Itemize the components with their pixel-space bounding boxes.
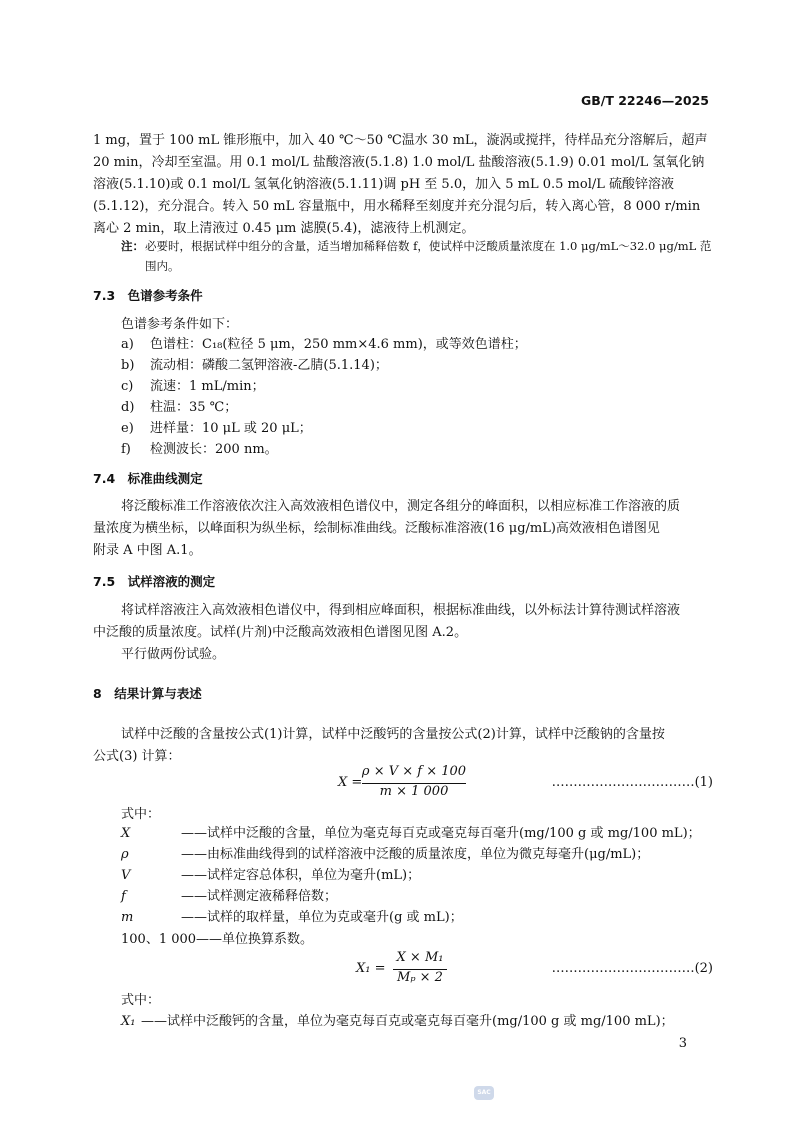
- section-intro: 色谱参考条件如下：: [121, 317, 239, 332]
- formula-1-lhs: X =: [338, 775, 363, 790]
- sac-watermark-logo: SAC: [474, 1086, 494, 1100]
- list-item: 检测波长：200 nm。: [150, 442, 278, 457]
- variable-description: ——试样的取样量，单位为克或毫升(g 或 mL)；: [181, 910, 463, 925]
- paragraph-line: 附录 A 中图 A.1。: [93, 543, 202, 558]
- list-item: 色谱柱：C₁₈(粒径 5 μm，250 mm×4.6 mm)，或等效色谱柱；: [150, 337, 527, 352]
- variable-symbol: X₁: [121, 1014, 136, 1029]
- constant-line: 100、1 000——单位换算系数。: [121, 932, 314, 947]
- variable-symbol: V: [121, 868, 131, 883]
- paragraph-line: 中泛酸的质量浓度。试样(片剂)中泛酸高效液相色谱图见图 A.2。: [93, 625, 468, 640]
- paragraph-line: 量浓度为横坐标，以峰面积为纵坐标，绘制标准曲线。泛酸标准溶液(16 μg/mL)高效液相色谱图见: [93, 521, 660, 536]
- list-marker: d): [121, 400, 135, 415]
- formula-2-lhs: X₁ =: [356, 961, 386, 976]
- formula-1-numerator: ρ × V × f × 100: [361, 764, 467, 779]
- variable-symbol: f: [121, 889, 126, 904]
- standard-number: GB/T 22246—2025: [580, 93, 709, 108]
- formula-2-number: ……………………………(2): [551, 961, 713, 976]
- paragraph-line: 溶液(5.1.10)或 0.1 mol/L 氢氧化钠溶液(5.1.11)调 pH 至 5.0，加入 5 mL 0.5 mol/L 硫酸锌溶液: [93, 177, 675, 192]
- page-number: 3: [678, 1036, 687, 1051]
- where-label: 式中：: [121, 993, 161, 1008]
- list-marker: f): [121, 442, 131, 457]
- variable-description: ——试样定容总体积，单位为毫升(mL)；: [181, 868, 421, 883]
- paragraph-line: (5.1.12)，充分混合。转入 50 mL 容量瓶中，用水稀释至刻度并充分混匀后，转入离心管，8 000 r/min: [93, 199, 701, 214]
- list-marker: b): [121, 358, 135, 373]
- paragraph-line: 将试样溶液注入高效液相色谱仪中，得到相应峰面积，根据标准曲线，以外标法计算待测试样溶液: [121, 603, 681, 618]
- note-text: 围内。: [145, 259, 180, 273]
- formula-2-numerator: X × M₁: [396, 950, 444, 965]
- paragraph-line: 公式(3) 计算：: [93, 749, 181, 764]
- formula-2-denominator: Mₚ × 2: [397, 970, 443, 985]
- paragraph-line: 离心 2 min，取上清液过 0.45 μm 滤膜(5.4)，滤液待上机测定。: [93, 221, 475, 236]
- section-heading-7-4: 7.4 标准曲线测定: [93, 471, 203, 486]
- variable-symbol: ρ: [121, 847, 129, 862]
- paragraph-line: 将泛酸标准工作溶液依次注入高效液相色谱仪中，测定各组分的峰面积，以相应标准工作溶液的质: [121, 499, 681, 514]
- variable-symbol: m: [121, 910, 134, 925]
- variable-description: ——试样中泛酸钙的含量，单位为毫克每百克或毫克每百毫升(mg/100 g 或 mg/100 mL)；: [141, 1014, 674, 1029]
- section-heading-8: 8 结果计算与表述: [93, 686, 202, 701]
- variable-description: ——试样测定液稀释倍数；: [181, 889, 338, 904]
- paragraph-line: 20 min，冷却至室温。用 0.1 mol/L 盐酸溶液(5.1.8) 1.0 mol/L 盐酸溶液(5.1.9) 0.01 mol/L 氢氧化钠: [93, 155, 705, 170]
- note-label: 注：: [121, 239, 144, 253]
- list-marker: a): [121, 337, 134, 352]
- list-marker: e): [121, 421, 134, 436]
- list-item: 柱温：35 ℃；: [150, 400, 238, 415]
- variable-symbol: X: [121, 826, 131, 841]
- list-item: 进样量：10 μL 或 20 μL；: [150, 421, 312, 436]
- formula-1-denominator: m × 1 000: [379, 784, 449, 799]
- note-text: 必要时，根据试样中组分的含量，适当增加稀释倍数 f，使试样中泛酸质量浓度在 1.0 μg/mL～32.0 μg/mL 范: [145, 239, 712, 253]
- formula-1-number: ……………………………(1): [551, 775, 713, 790]
- list-item: 流速：1 mL/min；: [150, 379, 265, 394]
- paragraph-line: 1 mg，置于 100 mL 锥形瓶中，加入 40 ℃～50 ℃温水 30 mL，漩涡或搅拌，待样品充分溶解后，超声: [93, 133, 708, 148]
- variable-description: ——试样中泛酸的含量，单位为毫克每百克或毫克每百毫升(mg/100 g 或 mg/100 mL)；: [181, 826, 701, 841]
- list-marker: c): [121, 379, 134, 394]
- section-heading-7-3: 7.3 色谱参考条件: [93, 288, 203, 303]
- section-heading-7-5: 7.5 试样溶液的测定: [93, 574, 216, 589]
- paragraph-line: 平行做两份试验。: [121, 647, 226, 662]
- list-item: 流动相：磷酸二氢钾溶液-乙腈(5.1.14)；: [150, 358, 388, 373]
- paragraph-line: 试样中泛酸的含量按公式(1)计算，试样中泛酸钙的含量按公式(2)计算，试样中泛酸钠的含量按: [121, 727, 665, 742]
- variable-description: ——由标准曲线得到的试样溶液中泛酸的质量浓度，单位为微克每毫升(μg/mL)；: [181, 847, 650, 862]
- where-label: 式中：: [121, 807, 161, 822]
